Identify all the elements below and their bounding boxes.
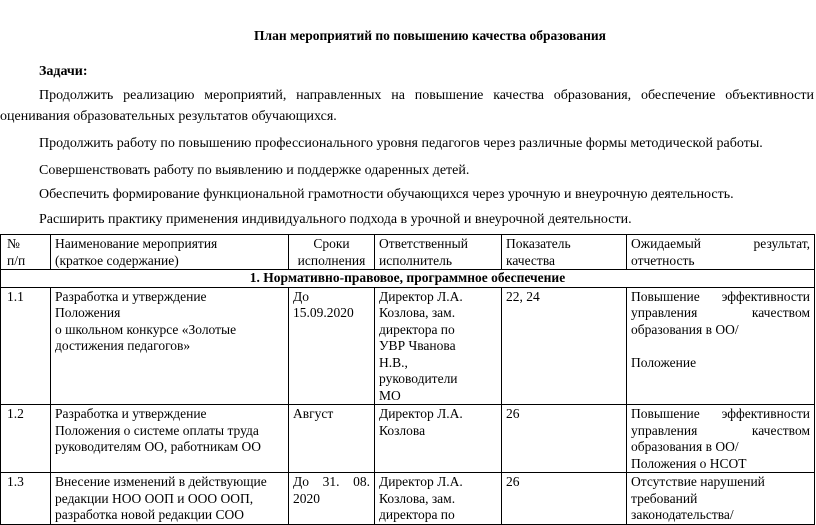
row-name: Разработка и утверждение Положения о системе оплаты труда руководителям ОО, работникам ОО — [51, 405, 289, 473]
row-result-line: управления качеством — [631, 422, 810, 438]
row-deadline — [289, 473, 375, 525]
row-result — [627, 405, 815, 473]
row-result: Отсутствие нарушений требований законодательства/ — [627, 473, 815, 525]
header-indicator: Показатель качества — [502, 235, 627, 270]
header-result-word-1: Ожидаемый — [631, 236, 701, 251]
document-title: План мероприятий по повышению качества образования — [254, 28, 606, 43]
header-result-line-2: отчетность — [631, 252, 695, 268]
header-name: Наименование мероприятия (краткое содержание) — [51, 235, 289, 270]
task-5: Расширить практику применения индивидуального подхода в урочной и внеурочной деятельности. — [39, 212, 632, 227]
row-indicator: 26 — [502, 473, 627, 525]
tasks-heading: Задачи: — [39, 64, 88, 79]
row-result-line: Повышение эффективности — [631, 288, 810, 304]
row-result-extra: Положение — [631, 354, 697, 370]
header-result-word-2: результат, — [753, 236, 810, 251]
row-responsible: Директор Л.А. Козлова, зам. директора по УВР Чванова Н.В., руководители МО — [375, 287, 502, 405]
task-2: Продолжить работу по повышению профессионального уровня педагогов через различные формы методической работы. — [39, 136, 763, 151]
row-result-tail: образования в ОО/ Положения о НСОТ — [631, 439, 747, 471]
section-row — [1, 270, 815, 288]
task-1-line-2: оценивания образовательных результатов обучающихся. — [0, 109, 337, 124]
row-result-tail: образования в ОО/ — [631, 321, 739, 337]
row-indicator: 22, 24 — [502, 287, 627, 405]
plan-table — [0, 234, 815, 525]
section-title: 1. Нормативно-правовое, программное обеспечение — [1, 270, 815, 288]
header-num: № п/п — [1, 235, 51, 270]
row-deadline: Август — [289, 405, 375, 473]
task-3: Совершенствовать работу по выявлению и поддержке одаренных детей. — [39, 163, 470, 178]
table-row — [1, 473, 815, 525]
row-deadline-line-2: 2020 — [293, 490, 320, 506]
header-deadline: Сроки исполнения — [289, 235, 375, 270]
task-1-line-1: Продолжить реализацию мероприятий, направленных на повышение качества образования, обеспечение объективности — [39, 88, 814, 103]
row-name: Разработка и утверждение Положения о школьном конкурсе «Золотые достижения педагогов» — [51, 287, 289, 405]
row-responsible: Директор Л.А. Козлова — [375, 405, 502, 473]
table-header-row — [1, 235, 815, 270]
row-name: Внесение изменений в действующие редакции НОО ООП и ООО ООП, разработка новой редакции СОО — [51, 473, 289, 525]
row-deadline-line-1: До 31. 08. — [293, 474, 370, 489]
row-result-line: Повышение эффективности — [631, 406, 810, 421]
row-deadline: До 15.09.2020 — [289, 287, 375, 405]
row-num: 1.2 — [1, 405, 51, 473]
row-num: 1.3 — [1, 473, 51, 525]
row-result-line: управления качеством — [631, 305, 810, 320]
table-row — [1, 287, 815, 405]
row-responsible: Директор Л.А. Козлова, зам. директора по — [375, 473, 502, 525]
row-indicator: 26 — [502, 405, 627, 473]
header-result — [627, 235, 815, 270]
header-responsible: Ответственный исполнитель — [375, 235, 502, 270]
row-num: 1.1 — [1, 287, 51, 405]
row-result — [627, 287, 815, 405]
table-row — [1, 405, 815, 473]
task-4: Обеспечить формирование функциональной грамотности обучающихся через урочную и внеурочную деятельность. — [39, 187, 734, 202]
